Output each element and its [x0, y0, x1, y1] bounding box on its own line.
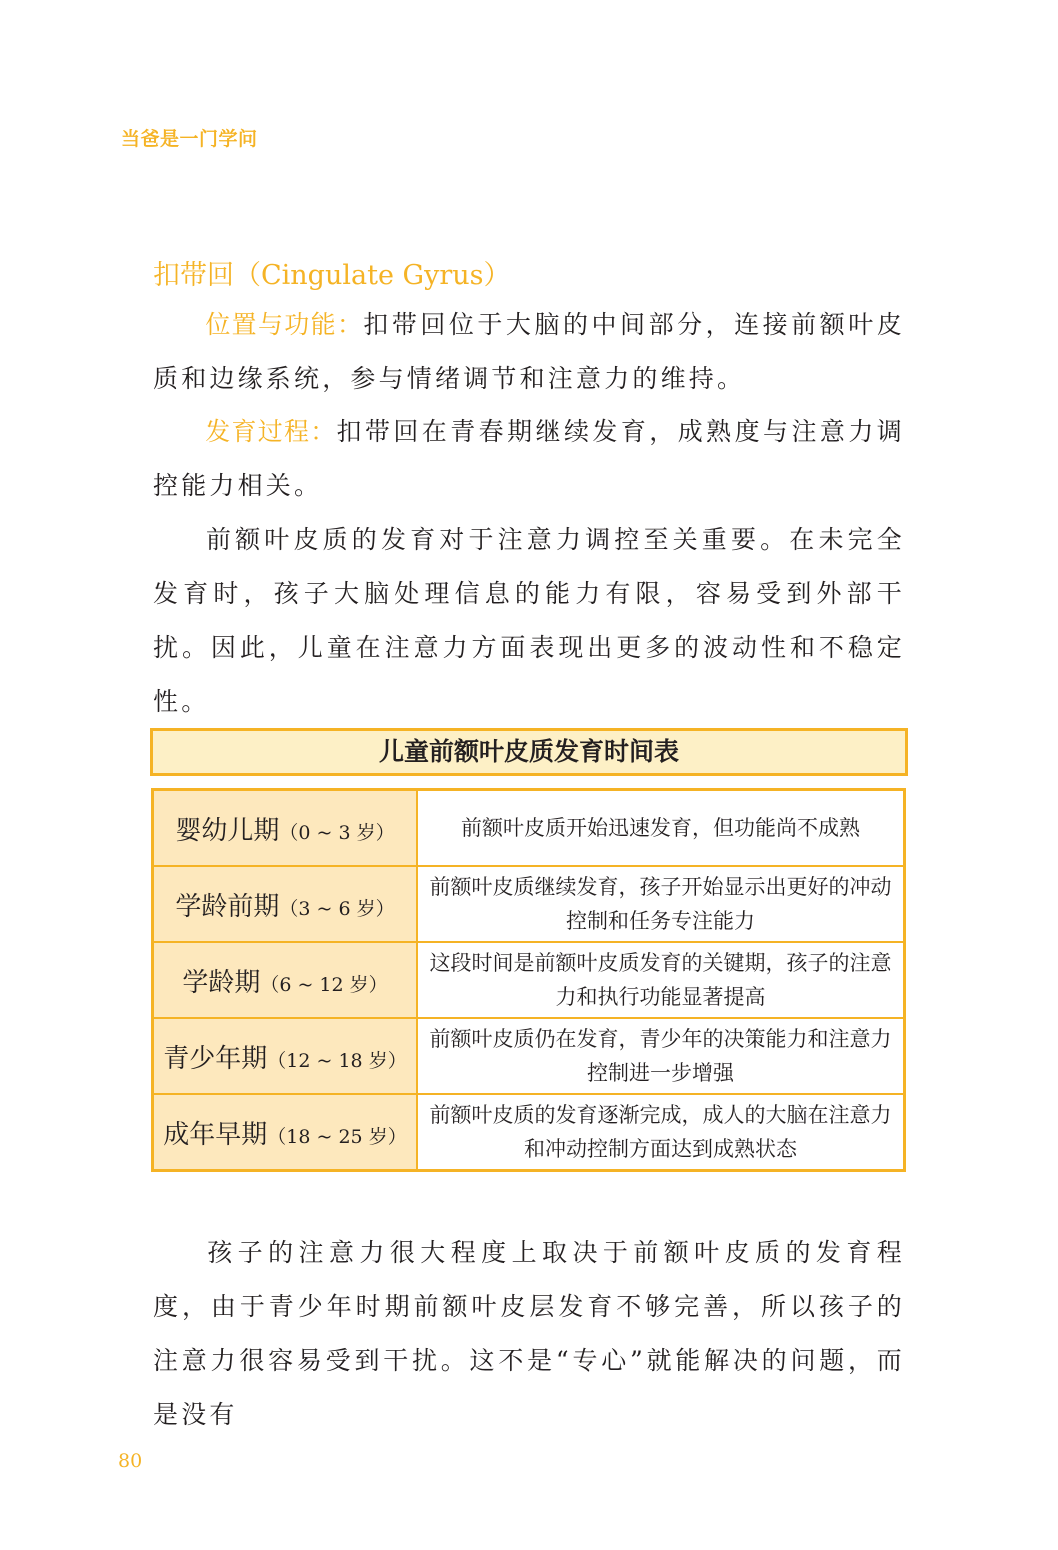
stage-description: 前额叶皮质开始迅速发育，但功能尚不成熟 — [417, 790, 905, 867]
stage-name: 成年早期 — [163, 1119, 268, 1150]
table-row — [153, 790, 905, 867]
stage-age: （3 ~ 6 岁） — [279, 897, 395, 920]
stage-name: 学龄期 — [182, 967, 261, 998]
paragraph-location-function — [153, 298, 905, 406]
section-title: 扣带回（Cingulate Gyrus） — [153, 260, 511, 291]
page-number: 80 — [118, 1450, 143, 1472]
development-timeline-table — [151, 788, 906, 1172]
stage-age: （12 ~ 18 岁） — [267, 1049, 407, 1072]
table-row — [153, 866, 905, 942]
paragraph-text: 扣带回在青春期继续发育，成熟度与注意力调控能力相关。 — [153, 417, 905, 500]
paragraph-label: 发育过程： — [205, 417, 337, 446]
paragraph-text: 前额叶皮质的发育对于注意力调控至关重要。在未完全发育时，孩子大脑处理信息的能力有限，容易受到外部干扰。因此，儿童在注意力方面表现出更多的波动性和不稳定性。 — [153, 525, 905, 716]
stage-description: 前额叶皮质的发育逐渐完成，成人的大脑在注意力和冲动控制方面达到成熟状态 — [417, 1094, 905, 1171]
stage-age: （18 ~ 25 岁） — [267, 1125, 407, 1148]
stage-name: 青少年期 — [163, 1043, 268, 1074]
stage-name: 婴幼儿期 — [175, 815, 280, 846]
stage-description: 这段时间是前额叶皮质发育的关键期，孩子的注意力和执行功能显著提高 — [417, 942, 905, 1018]
table-caption: 儿童前额叶皮质发育时间表 — [150, 728, 908, 776]
stage-cell — [153, 1094, 418, 1171]
table-row — [153, 1018, 905, 1094]
table-row — [153, 1094, 905, 1171]
stage-cell — [153, 790, 418, 867]
paragraph-development — [153, 405, 905, 513]
stage-cell — [153, 866, 418, 942]
stage-description: 前额叶皮质仍在发育，青少年的决策能力和注意力控制进一步增强 — [417, 1018, 905, 1094]
stage-description: 前额叶皮质继续发育，孩子开始显示出更好的冲动控制和任务专注能力 — [417, 866, 905, 942]
paragraph-text: 扣带回位于大脑的中间部分，连接前额叶皮质和边缘系统，参与情绪调节和注意力的维持。 — [153, 310, 905, 393]
paragraph-text: 孩子的注意力很大程度上取决于前额叶皮质的发育程度，由于青少年时期前额叶皮层发育不够完善，所以孩子的注意力很容易受到干扰。这不是“专心”就能解决的问题，而是没有 — [153, 1238, 905, 1429]
paragraph-importance — [153, 513, 905, 729]
stage-age: （0 ~ 3 岁） — [279, 821, 395, 844]
stage-cell — [153, 942, 418, 1018]
stage-cell — [153, 1018, 418, 1094]
stage-age: （6 ~ 12 岁） — [260, 973, 388, 996]
running-header: 当爸是一门学问 — [121, 128, 258, 150]
stage-name: 学龄前期 — [175, 891, 280, 922]
paragraph-closing — [153, 1226, 905, 1442]
paragraph-label: 位置与功能： — [205, 310, 364, 339]
table-row — [153, 942, 905, 1018]
